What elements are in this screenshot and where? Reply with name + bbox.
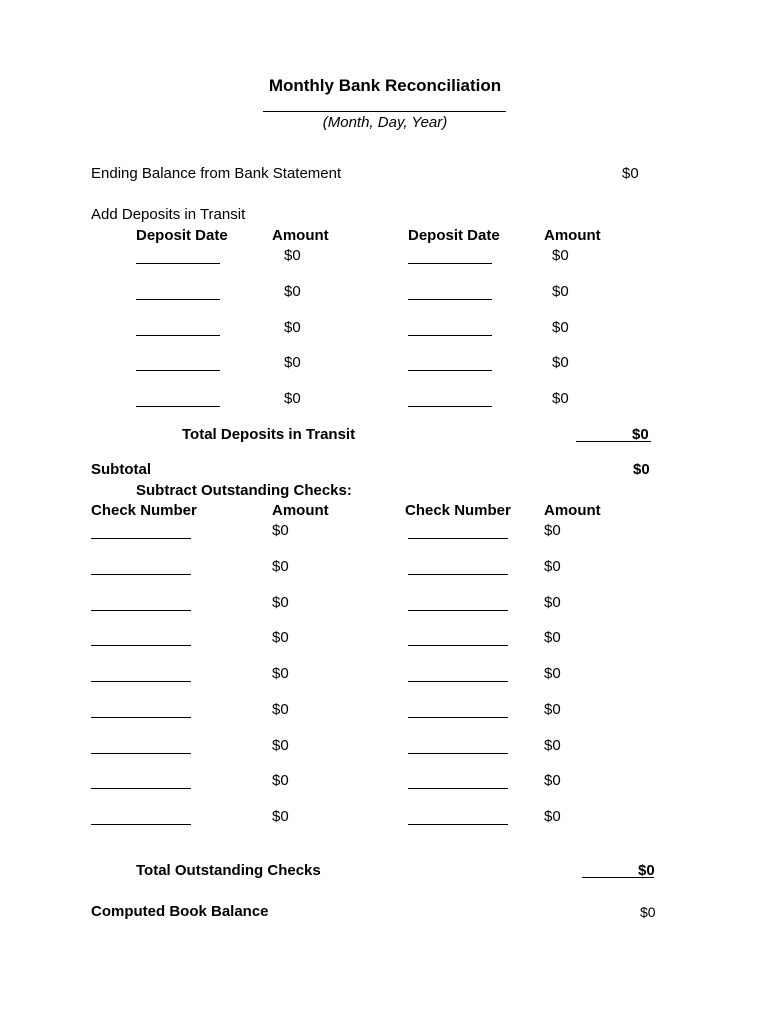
check-amount-left: $0: [272, 772, 289, 790]
deposit-amount-right: $0: [552, 282, 569, 300]
check-number-entry-right[interactable]: [408, 717, 508, 718]
checks-section-label: Subtract Outstanding Checks:: [136, 482, 352, 499]
check-amount-right: $0: [544, 557, 561, 575]
deposit-amount-left: $0: [284, 282, 301, 300]
check-number-header-right: Check Number: [405, 502, 511, 519]
check-number-entry-left[interactable]: [91, 753, 191, 754]
deposit-date-entry-left[interactable]: [136, 263, 220, 264]
check-number-entry-left[interactable]: [91, 610, 191, 611]
check-amount-right: $0: [544, 522, 561, 539]
deposit-row: [0, 283, 770, 303]
page-title: Monthly Bank Reconciliation: [268, 76, 502, 95]
check-amount-left: $0: [272, 736, 289, 754]
check-number-entry-left[interactable]: [91, 824, 191, 825]
check-row: [0, 808, 770, 828]
check-row: [0, 522, 770, 542]
deposit-date-entry-left[interactable]: [136, 370, 220, 371]
deposit-date-entry-left[interactable]: [136, 406, 220, 407]
check-amount-left: $0: [272, 522, 289, 539]
deposit-date-entry-right[interactable]: [408, 299, 492, 300]
subtotal-value: $0: [633, 461, 650, 478]
date-caption: (Month, Day, Year): [322, 114, 448, 131]
check-amount-left: $0: [272, 808, 289, 825]
deposit-row: [0, 319, 770, 339]
check-amount-right: $0: [544, 665, 561, 682]
deposit-row: [0, 354, 770, 374]
check-number-entry-right[interactable]: [408, 681, 508, 682]
deposit-amount-header-left: Amount: [272, 227, 329, 244]
check-amount-right: $0: [544, 772, 561, 790]
total-checks-label: Total Outstanding Checks: [136, 862, 321, 879]
check-amount-header-right: Amount: [544, 502, 601, 519]
check-number-entry-right[interactable]: [408, 538, 508, 539]
check-amount-right: $0: [544, 593, 561, 611]
deposit-date-entry-right[interactable]: [408, 263, 492, 264]
deposit-date-entry-left[interactable]: [136, 335, 220, 336]
ending-balance-value: $0: [622, 165, 639, 182]
deposit-amount-right: $0: [552, 318, 569, 336]
check-number-entry-right[interactable]: [408, 824, 508, 825]
check-number-entry-left[interactable]: [91, 645, 191, 646]
total-deposits-value: $0: [632, 426, 649, 443]
total-deposits-label: Total Deposits in Transit: [182, 426, 356, 443]
deposit-amount-right: $0: [552, 354, 569, 372]
check-amount-left: $0: [272, 557, 289, 575]
check-row: [0, 558, 770, 578]
deposit-amount-left: $0: [284, 247, 301, 264]
check-amount-left: $0: [272, 629, 289, 647]
check-number-entry-right[interactable]: [408, 574, 508, 575]
date-entry-line[interactable]: [263, 111, 506, 112]
check-number-header-left: Check Number: [91, 502, 197, 519]
check-row: [0, 772, 770, 792]
check-row: [0, 665, 770, 685]
check-amount-left: $0: [272, 665, 289, 682]
deposit-date-header-right: Deposit Date: [408, 227, 500, 244]
check-number-entry-left[interactable]: [91, 788, 191, 789]
deposit-date-header-left: Deposit Date: [136, 227, 228, 244]
check-number-entry-left[interactable]: [91, 717, 191, 718]
check-amount-header-left: Amount: [272, 502, 329, 519]
check-number-entry-right[interactable]: [408, 645, 508, 646]
check-amount-left: $0: [272, 593, 289, 611]
deposit-row: [0, 247, 770, 267]
check-row: [0, 701, 770, 721]
check-row: [0, 629, 770, 649]
check-amount-left: $0: [272, 700, 289, 718]
deposit-amount-header-right: Amount: [544, 227, 601, 244]
deposit-row: [0, 390, 770, 410]
deposit-amount-left: $0: [284, 354, 301, 372]
ending-balance-label: Ending Balance from Bank Statement: [91, 165, 342, 182]
check-number-entry-right[interactable]: [408, 788, 508, 789]
check-number-entry-left[interactable]: [91, 574, 191, 575]
check-row: [0, 594, 770, 614]
computed-book-balance-label: Computed Book Balance: [91, 903, 269, 920]
deposit-date-entry-left[interactable]: [136, 299, 220, 300]
deposit-amount-left: $0: [284, 318, 301, 336]
deposit-date-entry-right[interactable]: [408, 335, 492, 336]
deposit-amount-left: $0: [284, 390, 301, 407]
check-number-entry-right[interactable]: [408, 610, 508, 611]
check-amount-right: $0: [544, 700, 561, 718]
deposit-amount-right: $0: [552, 247, 569, 264]
check-amount-right: $0: [544, 808, 561, 825]
check-row: [0, 737, 770, 757]
deposit-date-entry-right[interactable]: [408, 370, 492, 371]
check-number-entry-left[interactable]: [91, 681, 191, 682]
check-amount-right: $0: [544, 629, 561, 647]
subtotal-label: Subtotal: [91, 461, 151, 478]
check-number-entry-left[interactable]: [91, 538, 191, 539]
check-amount-right: $0: [544, 736, 561, 754]
check-number-entry-right[interactable]: [408, 753, 508, 754]
deposits-section-label: Add Deposits in Transit: [91, 206, 246, 223]
deposit-amount-right: $0: [552, 390, 569, 407]
deposit-date-entry-right[interactable]: [408, 406, 492, 407]
computed-book-balance-value: $0: [640, 904, 656, 920]
total-checks-value: $0: [638, 862, 655, 879]
